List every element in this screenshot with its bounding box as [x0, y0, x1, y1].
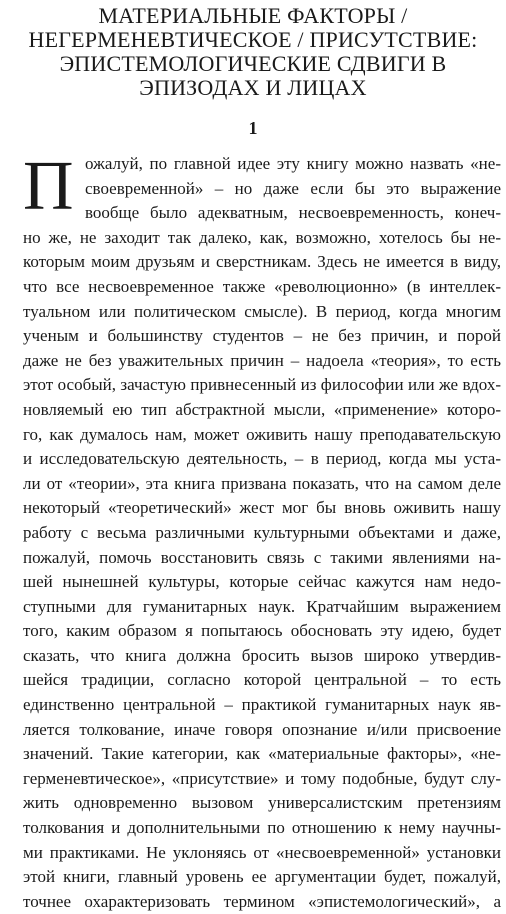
text-line: ляется толкование, иначе говоря опознание и/или присвоение [23, 719, 501, 739]
text-line: ожалуй, по главной идее эту книгу можно назвать «не- [85, 154, 501, 173]
text-line: этот особый, зачастую привнесенный из философии или же вдох- [23, 375, 501, 395]
text-line: которым моим друзьям и сверстникам. Здесь не имеется в виду, [23, 252, 501, 272]
title-line: ЭПИСТЕМОЛОГИЧЕСКИЕ СДВИГИ В [59, 51, 447, 76]
text-line: шейся традиции, согласно которой центральной – то есть [23, 670, 501, 690]
text-line: что все несвоевременное также «революционно» (в интеллек- [23, 276, 501, 296]
text-line: работу с весьма различными культурными объектами и даже, [23, 522, 501, 542]
text-line: го, как думалось нам, может оживить нашу преподавательскую [23, 424, 501, 444]
text-line: новляемый ею тип абстрактной мысли, «применение» которо- [23, 399, 501, 419]
text-line: этой книги, главный уровень ее аргументации будет, пожалуй, [23, 867, 501, 887]
title-line: ЭПИЗОДАХ И ЛИЦАХ [139, 75, 367, 100]
text-line: того, каким образом я попытаюсь обосновать эту идею, будет [23, 621, 501, 641]
text-line: ли от «теории», эта книга призвана показать, что на самом деле [23, 473, 501, 493]
text-line: своевременной» – но даже если бы это выражение [85, 178, 501, 198]
title-line: МАТЕРИАЛЬНЫЕ ФАКТОРЫ / [98, 3, 408, 28]
section-number: 1 [248, 118, 258, 138]
text-line: туальном или политическом смысле). В период, когда многим [23, 301, 501, 321]
drop-cap: П [23, 148, 74, 225]
text-line: толкования и дополнительными по отношению к нему научны- [23, 818, 501, 838]
text-line: ми практиками. Не уклоняясь от «несвоевременной» установки [23, 842, 501, 862]
text-line: некоторый «теоретический» жест мог бы вновь оживить нашу [23, 498, 501, 518]
text-line: герменевтическое», «присутствие» и тому подобные, будут слу- [23, 768, 501, 788]
text-line: ученым и большинству студентов – не без причин, и порой [23, 326, 501, 346]
text-line: и исследовательскую деятельность, – в период, когда мы уста- [23, 449, 501, 469]
text-line: жить одновременно вызовом универсалистским претензиям [23, 793, 501, 813]
text-line: сказать, что книга должна бросить вызов широко утвердив- [23, 645, 501, 665]
text-line: даже не без уважительных причин – надоела «теория», то есть [23, 350, 501, 370]
text-line: единственно центральной – практикой гуманитарных наук яв- [23, 695, 501, 715]
text-line: шей нынешней культуры, которые сейчас кажутся нам недо- [23, 572, 501, 592]
chapter-title [0, 4, 506, 100]
text-line: точнее охарактеризовать термином «эпистемологический», а [23, 891, 501, 911]
text-line: пожалуй, помочь восстановить связь с такими явлениями на- [23, 547, 501, 567]
text-line: значений. Такие категории, как «материальные факторы», «не- [23, 744, 501, 764]
title-line: НЕГЕРМЕНЕВТИЧЕСКОЕ / ПРИСУТСТВИЕ: [28, 27, 478, 52]
text-line: ступными для гуманитарных наук. Кратчайшим выражением [23, 596, 501, 616]
text-line: вообще было адекватным, несвоевременность, конеч- [85, 203, 501, 223]
text-line: но же, не заходит так далеко, как, возможно, хотелось бы не- [23, 227, 501, 247]
body-text [23, 148, 501, 914]
